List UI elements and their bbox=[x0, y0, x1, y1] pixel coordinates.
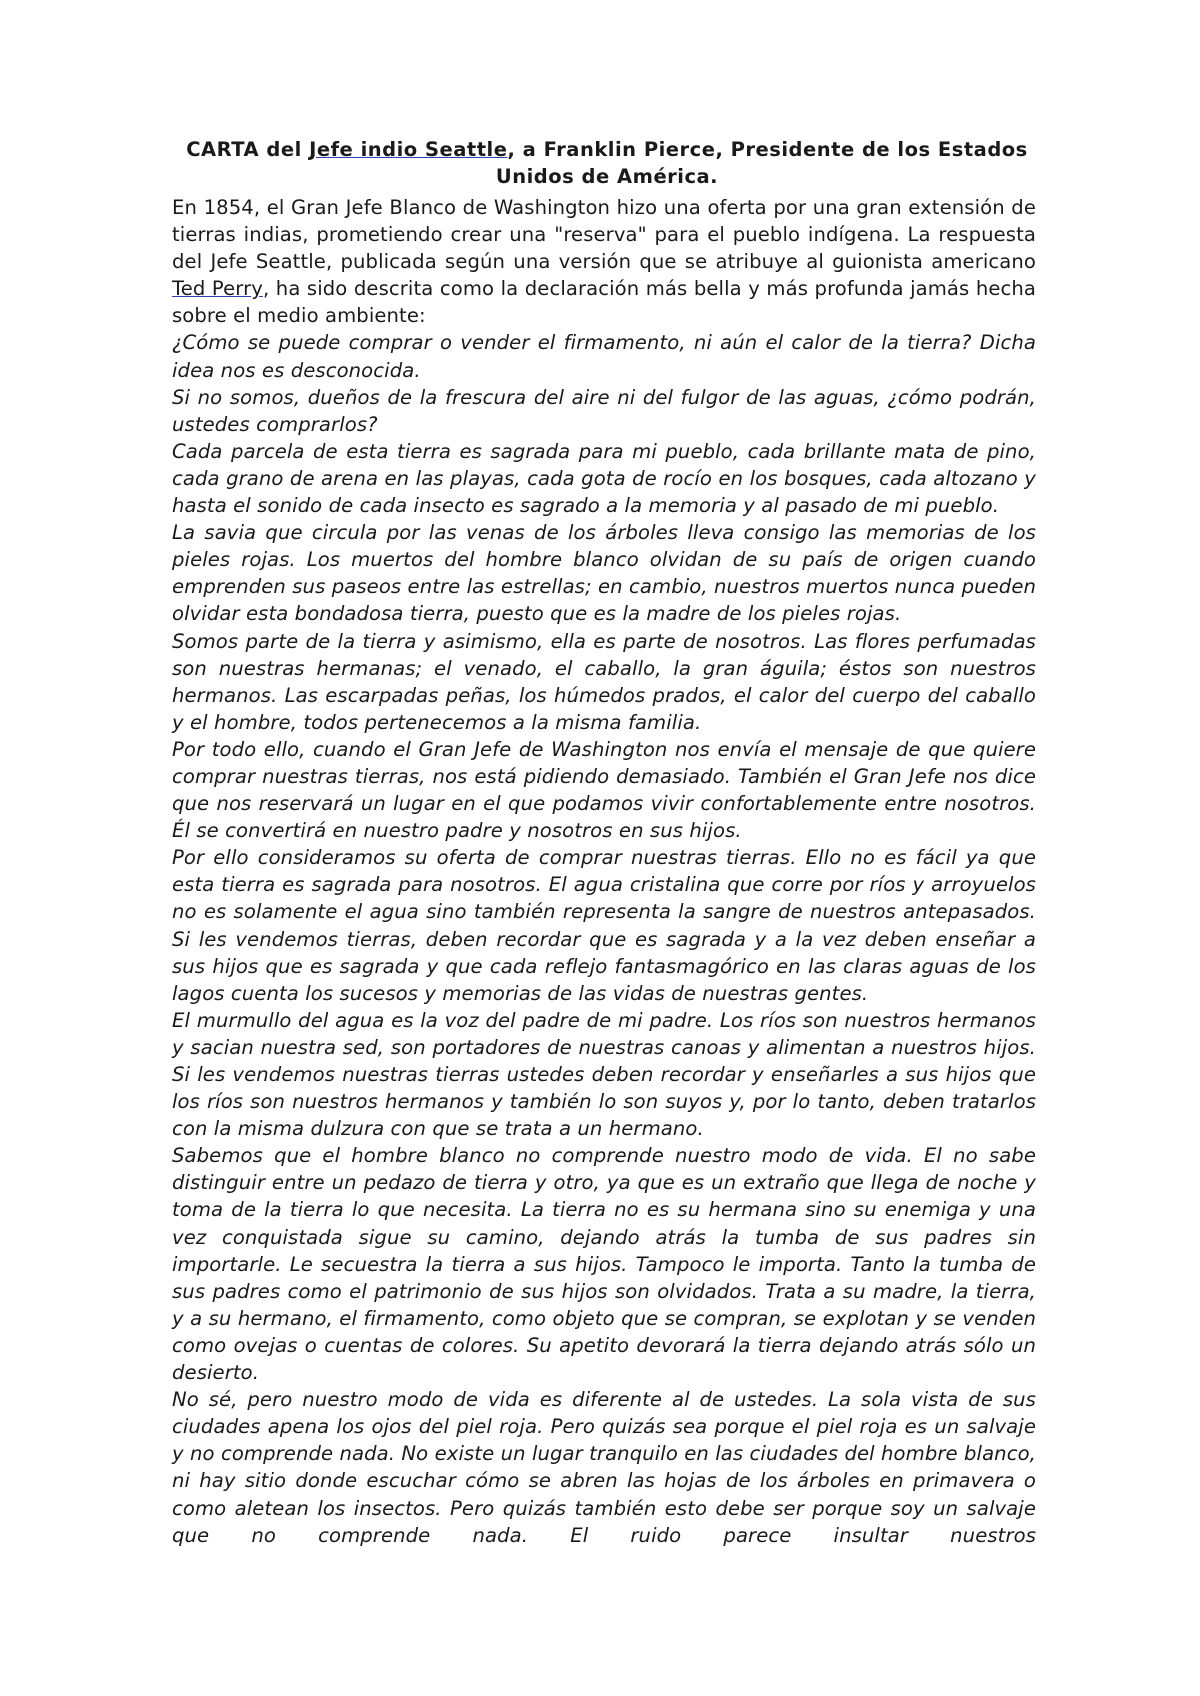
title-suffix: , a Franklin Pierce, Presidente de los Estados Unidos de América. bbox=[495, 138, 1028, 188]
intro-text-2: , ha sido descrita como la declaración más bella y más profunda jamás hecha sobre el medio ambiente: bbox=[172, 277, 1036, 328]
title-link-jefe-seattle[interactable]: Jefe indio Seattle bbox=[309, 138, 508, 161]
letter-paragraph-3: Cada parcela de esta tierra es sagrada para mi pueblo, cada brillante mata de pino, cada grano de arena en las playas, cada gota de rocío en los bosques, cada altozano y hasta el sonido de cada insecto es sagrado a la memoria y al pasado de mi pueblo. bbox=[172, 439, 1036, 518]
intro-link-ted-perry[interactable]: Ted Perry bbox=[172, 277, 263, 301]
intro-text-1: En 1854, el Gran Jefe Blanco de Washington hizo una oferta por una gran extensión de tierras indias, prometiendo crear una "reserva" para el pueblo indígena. La respuesta del Jefe Seattle, publicada según una versión que se atribuye al guionista americano bbox=[172, 196, 1036, 274]
letter-paragraph-1: ¿Cómo se puede comprar o vender el firmamento, ni aún el calor de la tierra? Dicha idea nos es desconocida. bbox=[172, 331, 1036, 382]
document-title bbox=[172, 136, 1036, 190]
letter-paragraph-2: Si no somos, dueños de la frescura del aire ni del fulgor de las aguas, ¿cómo podrán, ustedes comprarlos? bbox=[172, 385, 1036, 436]
letter-paragraph-9: Sabemos que el hombre blanco no comprende nuestro modo de vida. El no sabe distinguir entre un pedazo de tierra y otro, ya que es un extraño que llega de noche y toma de la tierra lo que necesita. La tierra no es su hermana sino su enemiga y una vez conquistada sigue su camino, dejando atrás la tumba de sus padres sin importarle. Le secuestra la tierra a sus hijos. Tampoco le importa. Tanto la tumba de sus padres como el patrimonio de sus hijos son olvidados. Trata a su madre, la tierra, y a su hermano, el firmamento, como objeto que se compran, se explotan y se venden como ovejas o cuentas de colores. Su apetito devorará la tierra dejando atrás sólo un desierto. bbox=[172, 1144, 1036, 1385]
letter-paragraph-8: El murmullo del agua es la voz del padre de mi padre. Los ríos son nuestros hermanos y sacian nuestra sed, son portadores de nuestras canoas y alimentan a nuestros hijos. Si les vendemos nuestras tierras ustedes deben recordar y enseñarles a sus hijos que los ríos son nuestros hermanos y también lo son suyos y, por lo tanto, deben tratarlos con la misma dulzura con que se trata a un hermano. bbox=[172, 1008, 1036, 1141]
letter-paragraph-4: La savia que circula por las venas de los árboles lleva consigo las memorias de los pieles rojas. Los muertos del hombre blanco olvidan de su país de origen cuando emprenden sus paseos entre las estrellas; en cambio, nuestros muertos nunca pueden olvidar esta bondadosa tierra, puesto que es la madre de los pieles rojas. bbox=[172, 521, 1036, 626]
document-page bbox=[172, 136, 1036, 1549]
letter-paragraph-7: Por ello consideramos su oferta de comprar nuestras tierras. Ello no es fácil ya que esta tierra es sagrada para nosotros. El agua cristalina que corre por ríos y arroyuelos no es solamente el agua sino también representa la sangre de nuestros antepasados. Si les vendemos tierras, deben recordar que es sagrada y a la vez deben enseñar a sus hijos que es sagrada y que cada reflejo fantasmagórico en las claras aguas de los lagos cuenta los sucesos y memorias de las vidas de nuestras gentes. bbox=[172, 846, 1036, 1005]
intro-paragraph bbox=[172, 194, 1036, 329]
letter-paragraph-10: No sé, pero nuestro modo de vida es diferente al de ustedes. La sola vista de sus ciudades apena los ojos del piel roja. Pero quizás sea porque el piel roja es un salvaje y no comprende nada. No existe un lugar tranquilo en las ciudades del hombre blanco, ni hay sitio donde escuchar cómo se abren las hojas de los árboles en primavera o como aletean los insectos. Pero quizás también esto debe ser porque soy un salvaje que no comprende nada. El ruido parece insultar nuestros bbox=[172, 1388, 1036, 1547]
title-prefix: CARTA del bbox=[186, 138, 310, 161]
letter-paragraph-5: Somos parte de la tierra y asimismo, ella es parte de nosotros. Las flores perfumadas son nuestras hermanas; el venado, el caballo, la gran águila; éstos son nuestros hermanos. Las escarpadas peñas, los húmedos prados, el calor del cuerpo del caballo y el hombre, todos pertenecemos a la misma familia. bbox=[172, 629, 1036, 734]
letter-paragraph-6: Por todo ello, cuando el Gran Jefe de Washington nos envía el mensaje de que quiere comprar nuestras tierras, nos está pidiendo demasiado. También el Gran Jefe nos dice que nos reservará un lugar en el que podamos vivir confortablemente entre nosotros. Él se convertirá en nuestro padre y nosotros en sus hijos. bbox=[172, 737, 1036, 843]
